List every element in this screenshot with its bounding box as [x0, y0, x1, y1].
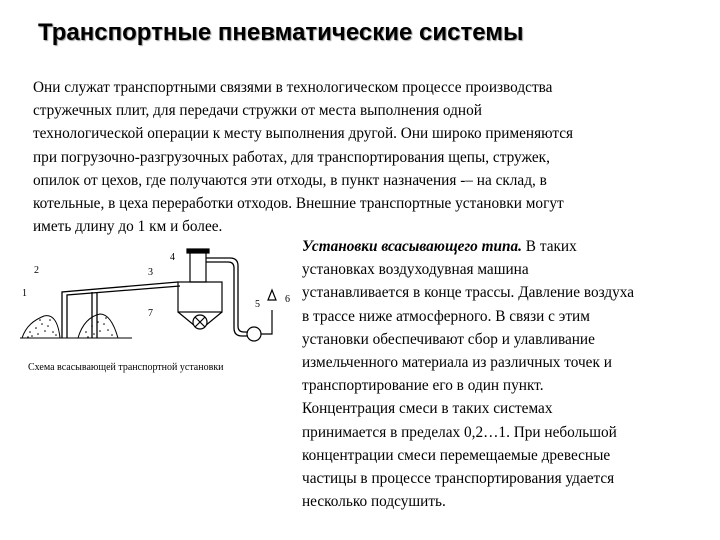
- description-line: Концентрация смеси в таких системах: [302, 400, 553, 418]
- description-line: установки обеспечивают сбор и улавливание: [302, 330, 595, 348]
- description-line: в трассе ниже атмосферного. В связи с этим: [302, 307, 590, 325]
- intro-line: Они служат транспортными связями в технологическом процессе производства: [33, 79, 553, 96]
- suction-nozzles: [62, 282, 180, 338]
- description-line: несколько подсушить.: [302, 493, 446, 511]
- description-line: устанавливается в конце трассы. Давление воздуха: [302, 284, 635, 302]
- description-line: концентрации смеси перемещаемые древесные: [302, 446, 611, 464]
- diagram-label: 4: [170, 252, 175, 263]
- suction-description: [302, 235, 712, 513]
- blower-fan: [247, 290, 276, 341]
- description-line: [302, 235, 712, 258]
- description-line: транспортирование его в один пункт.: [302, 377, 544, 395]
- page-title: Транспортные пневматические системы: [38, 19, 524, 46]
- description-lead: Установки всасывающего типа.: [302, 238, 522, 255]
- diagram-label: 2: [34, 265, 39, 276]
- diagram-label: 1: [22, 288, 27, 299]
- diagram-label: 3: [148, 267, 153, 278]
- description-line: принимается в пределах 0,2…1. При небольшой: [302, 423, 617, 441]
- intro-paragraph: [33, 76, 703, 238]
- description-line: измельченного материала из различных точек и: [302, 354, 612, 372]
- intro-line: котельные, в цеха переработки отходов. Внешние транспортные установки могут: [33, 195, 564, 213]
- material-pile-left: [22, 316, 60, 338]
- description-line: частицы в процессе транспортирования удается: [302, 470, 615, 488]
- intro-line: опилок от цехов, где получаются эти отходы, в пункт назначения -– на склад, в: [33, 171, 547, 189]
- intro-line: стружечных плит, для передачи стружки от места выполнения одной: [33, 102, 482, 120]
- description-lead-rest: В таких: [521, 238, 577, 255]
- diagram-label: 6: [285, 294, 290, 305]
- description-line: установках воздуходувная машина: [302, 261, 529, 279]
- cyclone-separator: [178, 249, 222, 329]
- diagram-label: 7: [148, 308, 153, 319]
- diagram-label: 5: [255, 299, 260, 310]
- intro-line: иметь длину до 1 км и более.: [33, 218, 223, 236]
- intro-line: при погрузочно-разгрузочных работах, для транспортирования щепы, стружек,: [33, 148, 550, 166]
- exhaust-pipe: [206, 258, 248, 336]
- material-pile-right: [78, 314, 118, 338]
- diagram-caption: Схема всасывающей транспортной установки: [28, 362, 224, 373]
- intro-line: технологической операции к месту выполнения другой. Они широко применяются: [33, 125, 574, 143]
